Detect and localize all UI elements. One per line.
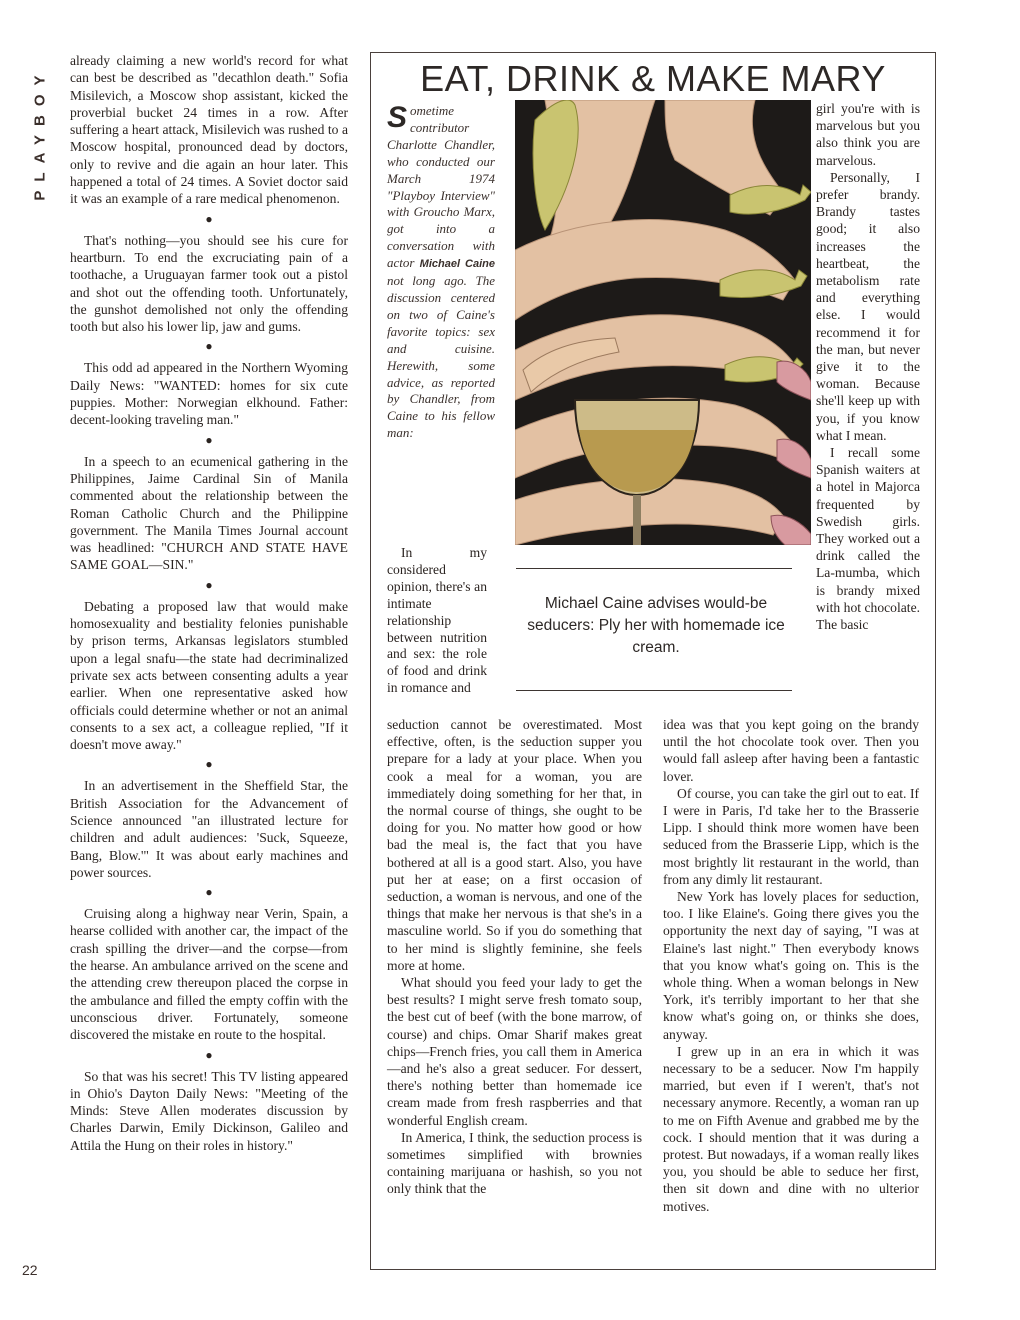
bullet-separator: ● [205, 577, 213, 592]
item-paragraph: already claiming a new world's record for what can best be described as "decathlon death." Sofia Misilevich, a Moscow shop assistant, kicked the proverbial bucket 24 times in a row. After suffering a heart attack, Misilevich was rushed to a Moscow hospital, pronounced dead by doctors, only to revive and die again an hour later. This happened a total of 24 times. A Soviet doctor said it was an example of a rare medical phenomenon. [70, 53, 348, 207]
body-paragraph: idea was that you kept going on the brandy until the hot chocolate took over. Then you would fall asleep after having been a fantastic lover. [663, 717, 919, 784]
body-paragraph: New York has lovely places for seduction, too. I like Elaine's. Going there gives you the opportunity the next day of saying, "I was at Elaine's last night." Then everybody knows that you know what's going on. This is the whole thing. When a woman belongs in New York, it's terribly important to her that she know what's going on, or thinks she does, anyway. [663, 889, 919, 1042]
feature-body-right-top [816, 100, 920, 633]
body-paragraph: seduction cannot be overestimated. Most effective, often, is the seduction supper you prepare for a lady at your place. When you cook a meal for a woman, you are immediately doing something for her that, in the normal course of things, she ought to be doing for you. No matter how good or how bad the meal is, the fact that you have bothered at all is a good start. Also, you have put her at ease; on a first occasion of seduction, a woman is nervous, and one of the things that make her nervous is that she's in a masculine world. So if you do something that to her mind is slightly feminine, she feels more at home. [387, 717, 642, 973]
bullet-separator: ● [205, 432, 213, 447]
masthead-vertical [28, 48, 52, 218]
body-paragraph: In my considered opinion, there's an intimate relationship between nutrition and sex: the role of food and drink in romance and [387, 545, 487, 696]
caption-rule-top [516, 568, 792, 569]
feature-body-right [663, 716, 919, 1215]
bullet-separator: ● [205, 339, 213, 354]
feature-body-middle [387, 716, 642, 1198]
item-paragraph: So that was his secret! This TV listing appeared in Ohio's Dayton Daily News: "Meeting of the Minds: Steve Allen moderates discussion by Charles Darwin, Emily Dickinson, Galileo and Attila the Hung on their roles in history." [70, 1068, 348, 1153]
masthead-text: PLAYBOY [31, 65, 49, 201]
item-paragraph: Debating a proposed law that would make homosexuality and bestiality felonies punishable by prison terms, Arkansas legislators stumbled upon a legal snafu—the state had decriminalized private sex acts between consenting adults a year earlier. When one representative asked how officials could determine whether or not an animal consents to a sex act, a colleague replied, "If it doesn't move away." [70, 598, 348, 753]
drop-cap: S [387, 101, 408, 134]
body-paragraph: Of course, you can take the girl out to eat. If I were in Paris, I'd take her to the Brasserie Lipp. I should think more women have been seduced from the Brasserie Lipp, which is the most brightly lit restaurant in the world, than from any dimly lit restaurant. [663, 785, 919, 887]
bullet-separator: ● [205, 757, 213, 772]
page-number: 22 [22, 1262, 38, 1278]
bullet-separator: ● [205, 211, 213, 226]
left-column [70, 52, 348, 1156]
intro-name: Michael Caine [419, 258, 495, 271]
feature-intro [387, 103, 495, 442]
body-paragraph: What should you feed your lady to get the best results? I might serve fresh tomato soup, the best cut of beef (with the bone marrow, of course) and chips. Omar Sharif makes great chips—French fries, you call them in America—and he's also a great seducer. For dessert, there's nothing better than homemade ice cream made from fresh raspberries and that wonderful English cream. [387, 975, 642, 1128]
feature-title: EAT, DRINK & MAKE MARY [420, 58, 886, 99]
item-paragraph: Cruising along a highway near Verin, Spain, a hearse collided with another car, the impact of the crash spilling the driver—and the corpse—from the hearse. An ambulance arrived on the scene and the attending crew thereupon placed the corpse in the ambulance and filled the empty coffin with the unconscious driver. Fortunately, someone discovered the mistake en route to the hospital. [70, 906, 348, 1043]
caption-rule-bottom [516, 690, 792, 691]
illustration-legs-bananas-wine [515, 100, 811, 545]
bullet-separator: ● [205, 1047, 213, 1062]
item-paragraph: That's nothing—you should see his cure for heartburn. To end the excruciating pain of a toothache, a Uruguayan farmer took out a pistol and shot out the offending tooth. Unfortunately, the gunshot demolished not only the offending tooth but also his lower lip, jaw and gums. [70, 232, 348, 335]
intro-text-2: not long ago. The discussion centered on two of Caine's favorite topics: sex and cuisine. Herewith, some advice, as reported by Chandler, from Caine to his fellow man: [387, 273, 495, 441]
bullet-separator: ● [205, 885, 213, 900]
feature-body-start [387, 545, 487, 697]
body-paragraph: Personally, I prefer brandy. Brandy tastes good; it also increases the heartbeat, the metabolism rate and everything else. I would recommend it for the man, but never give it to the woman. Because she'll keep up with you, if you know what I mean. [816, 169, 920, 443]
item-paragraph: In an advertisement in the Sheffield Star, the British Association for the Advancement of Science announced "an illustrated lecture for children and adult audiences: 'Suck, Squeeze, Bang, Blow.'" It was about early machines and power sources. [70, 778, 348, 880]
item-paragraph: This odd ad appeared in the Northern Wyoming Daily News: "WANTED: homes for six cute puppies. Mother: Norwegian elkhound. Father: decent-looking traveling man." [70, 360, 348, 428]
intro-text-1: ometime contributor Charlotte Chandler, who conducted our March 1974 "Playboy Interview" with Groucho Marx, got into a conversation with actor [387, 103, 495, 271]
body-paragraph: In America, I think, the seduction process is sometimes simplified with brownies containing marijuana or hashish, so you not only think that the [387, 1129, 642, 1197]
body-paragraph: I grew up in an era in which it was necessary to be a seducer. Now I'm happily married, but even if I weren't, that's not necessary anymore. Recently, a woman ran up to me on Fifth Avenue and grabbed me by the cock. I should mention that it was during a protest. But nowadays, if a woman really likes you, you should be able to seduce her first, then sit down and dine with no ulterior motives. [663, 1043, 919, 1214]
wine-glass-stem [633, 495, 641, 545]
item-paragraph: In a speech to an ecumenical gathering in the Philippines, Jaime Cardinal Sin of Manila commented about the relationship between the Roman Catholic Church and the Philippine government. The Manila Times Journal account was headlined: "CHURCH AND STATE HAVE SAME GOAL—SIN." [70, 453, 348, 573]
body-paragraph: girl you're with is marvelous but you also think you are marvelous. [816, 101, 920, 168]
illustration-caption: Michael Caine advises would-be seducers: Ply her with homemade ice cream. [527, 595, 785, 656]
body-paragraph: I recall some Spanish waiters at a hotel in Majorca frequented by Swedish girls. They worked out a drink called the La-mumba, which is brandy mixed with hot chocolate. The basic [816, 445, 920, 633]
